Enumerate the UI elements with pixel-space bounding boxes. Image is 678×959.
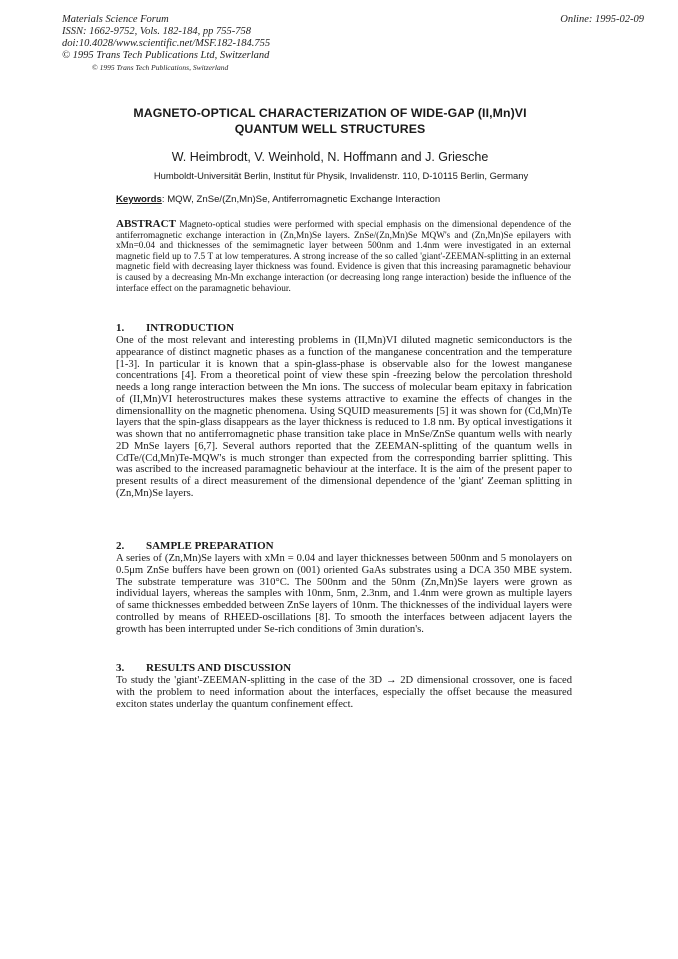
section-title: INTRODUCTION [146,322,235,334]
copyright-line: © 1995 Trans Tech Publications Ltd, Switzerland [62,50,270,61]
section-text-introduction: One of the most relevant and interesting problems in (II,Mn)VI diluted magnetic semiconductors is the appearance of distinct magnetic phases as a function of the manganese concentration and the temperature [1-3]. In particular it is known that a spin-glass-phase is observable also for the lowest manganese concentrations [4]. From a theoretical point of view these spin -freezing below the percolation threshold needs a long range interaction between the Mn ions. The success of molecular beam epitaxy in fabrication of (II,Mn)VI heterostructures makes these systems attractive to examine the effects of changes in the dimensionallity on the magnetic phenomena. Using SQUID measurements [5] it was shown for (Cd,Mn)Te layers that the spin-glass disappears as the layer thickness is reduced to 1.8 nm. By optical investigations it was shown that no antiferromagnetic phase transition take place in MnSe/ZnSe quantum wells with nearly 2D MnSe layers [6,7]. Several authors reported that the ZEEMAN-splitting of the quantum wells in CdTe/(Cd,Mn)Te-MQW's is much stronger than expected from the corresponding barrier splitting. This was ascribed to the increased paramagnetic behaviour at the interface. It is the aim of the present paper to present results of a direct measurement of the dimensional dependence of the 'giant' Zeeman splitting in (Zn,Mn)Se layers. [116,335,572,499]
doi-line[interactable]: doi:10.4028/www.scientific.net/MSF.182-184.755 [62,38,271,49]
journal-metadata [62,14,270,73]
section-number: 3. [116,662,125,674]
section-text-results: To study the 'giant'-ZEEMAN-splitting in the case of the 3D → 2D dimensional crossover, one is faced with the problem to need information about the interfaces, especially the offset because the measured exciton states underlay the quantum confinement effect. [116,675,572,710]
journal-name: Materials Science Forum [62,14,169,25]
section-number: 1. [116,322,125,334]
section-heading-introduction [116,322,234,334]
section-heading-sample-preparation [116,540,274,552]
small-copyright-line: © 1995 Trans Tech Publications, Switzerland [92,63,229,72]
section-text-sample-preparation: A series of (Zn,Mn)Se layers with xMn = 0.04 and layer thicknesses between 500nm and 5 monolayers on 0.5μm ZnSe buffers have been grown on (001) oriented GaAs substrates using a DCA 350 MBE system. The substrate temperature was 310°C. The 500nm and the 50nm (Zn,Mn)Se layers were grown as individual layers, whereas the samples with 10nm, 5nm, 2.3nm, and 1.4nm were grown as multiple layers of same thicknesses embedded between ZnSe layers of 10nm. The thicknesses of the individual layers were controlled by means of RHEED-oscillations [8]. To smooth the interfaces between adjacent layers the growth has been interrupted under Se-rich conditions of 3min duration's. [116,553,572,635]
abstract [116,219,571,294]
abstract-label: ABSTRACT [116,218,176,230]
affiliation: Humboldt-Universität Berlin, Institut für Physik, Invalidenstr. 110, D-10115 Berlin, Germany [153,170,529,181]
authors: W. Heimbrodt, V. Weinhold, N. Hoffmann and J. Griesche [171,150,489,164]
title-line-1: MAGNETO-OPTICAL CHARACTERIZATION OF WIDE-GAP (II,Mn)VI [133,106,527,120]
abstract-text: Magneto-optical studies were performed with special emphasis on the dimensional dependence of the antiferromagnetic exchange interaction in (Zn,Mn)Se layers. ZnSe/(Zn,Mn)Se MQW's and (Zn,Mn)Se epilayers with xMn=0.04 and thicknesses of the semimagnetic layer between 500nm and 1.4nm were investigated in an external magnetic field up to 7.5 T at low temperatures. A strong increase of the so called 'giant'-ZEEMAN-splitting in an external magnetic field with decreasing layer thickness was found. Evidence is given that this increasing paramagnetic behaviour is caused by a decreasing Mn-Mn exchange interaction (or decreasing long range interaction) beside the influence of the interface effect on the paramagnetic behaviour. [116,220,571,294]
keywords-line [116,194,440,205]
title-line-2: QUANTUM WELL STRUCTURES [234,122,426,136]
section-title: RESULTS AND DISCUSSION [146,662,292,674]
section-number: 2. [116,540,125,552]
section-title: SAMPLE PREPARATION [146,540,274,552]
issn-line: ISSN: 1662-9752, Vols. 182-184, pp 755-758 [62,26,251,37]
online-date: Online: 1995-02-09 [560,14,644,25]
paper-title [60,105,600,137]
keywords-label: Keywords [116,194,162,205]
keywords-text: : MQW, ZnSe/(Zn,Mn)Se, Antiferromagnetic Exchange Interaction [161,194,441,205]
section-heading-results [116,662,291,674]
